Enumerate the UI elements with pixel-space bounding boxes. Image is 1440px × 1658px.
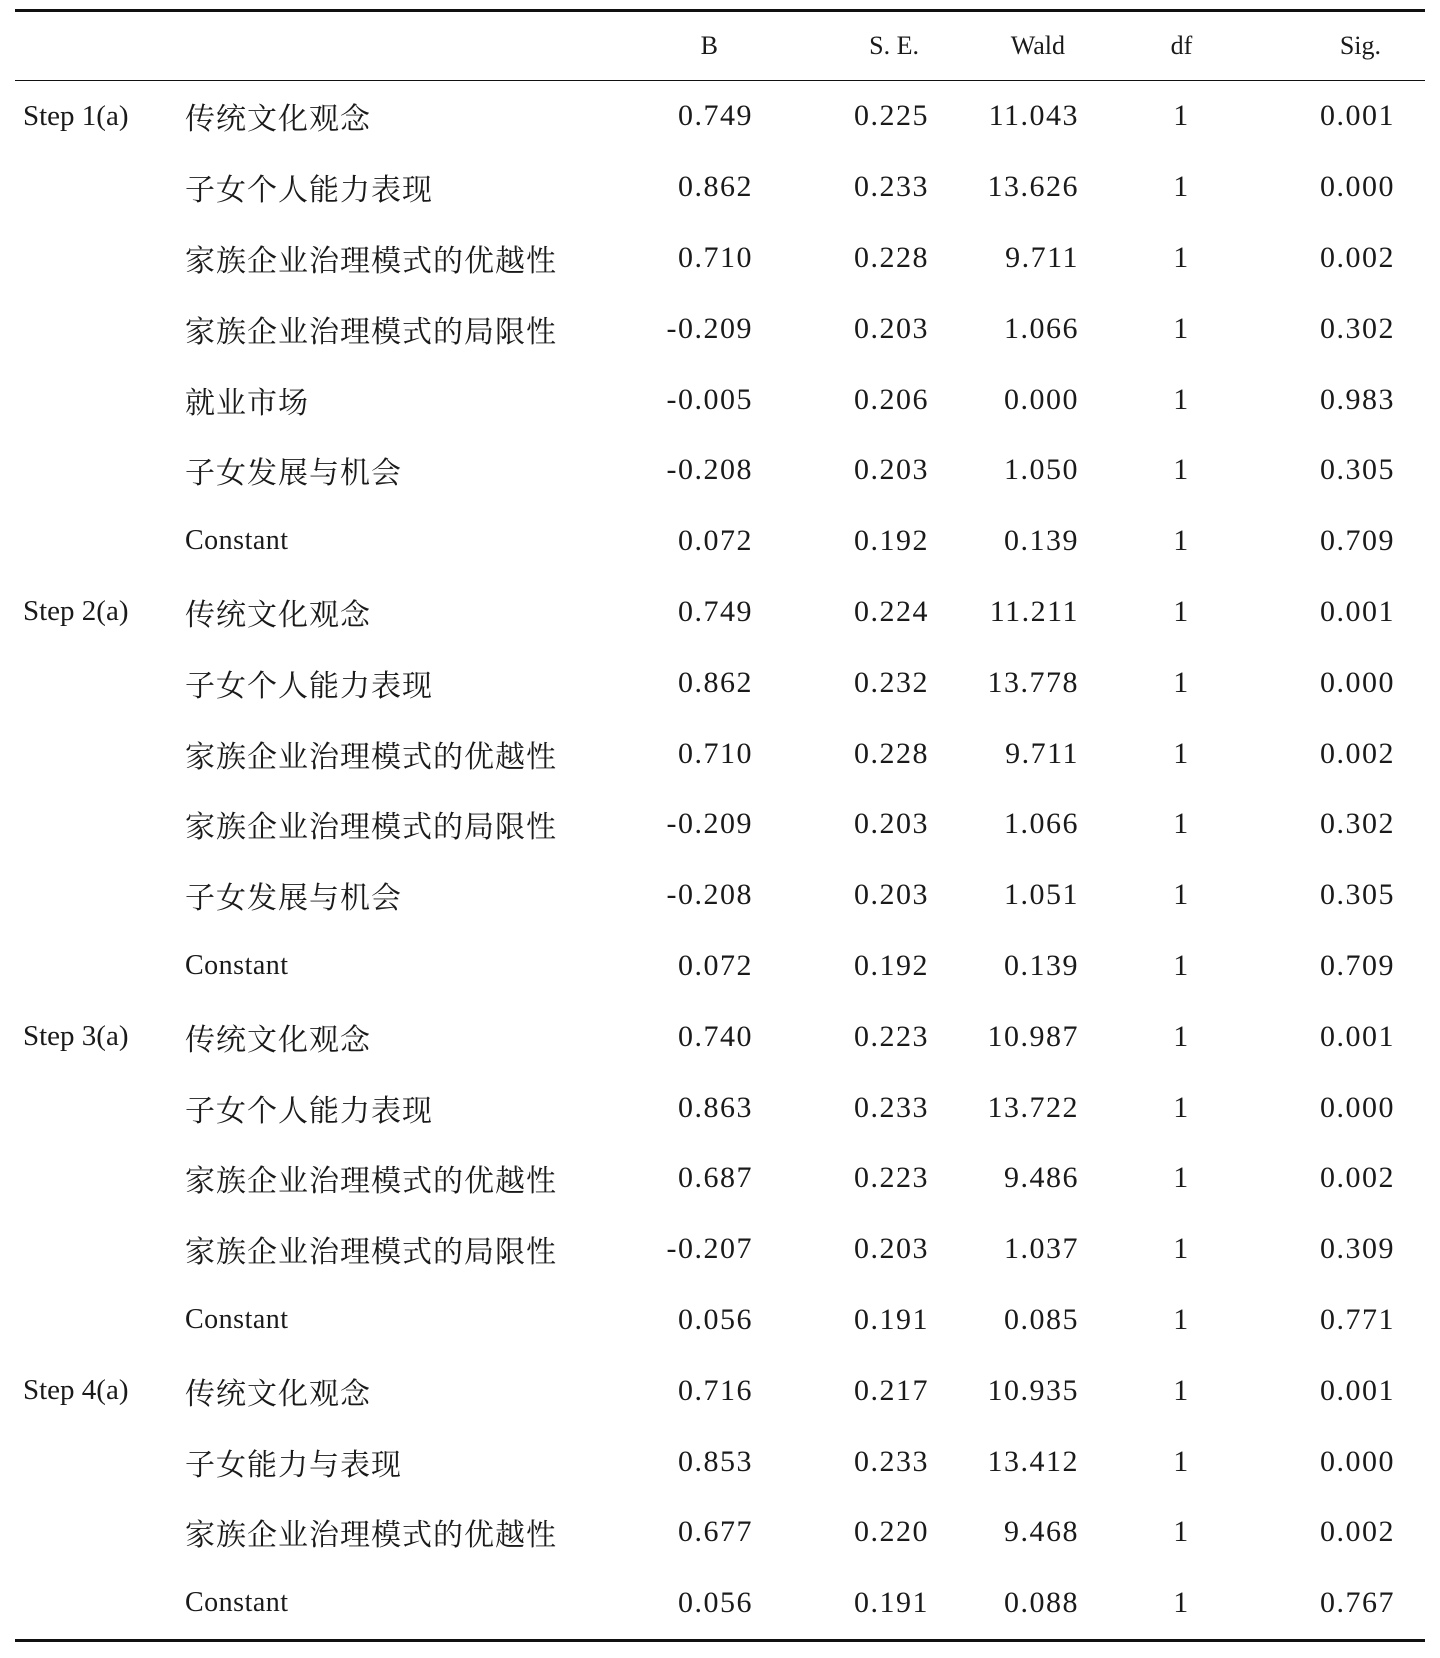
wald-value: 11.043 <box>988 99 1079 133</box>
sig-value: 0.001 <box>1320 1019 1395 1053</box>
wald-value: 1.037 <box>1004 1232 1079 1266</box>
wald-value: 9.711 <box>1005 736 1079 770</box>
sig-value: 0.767 <box>1320 1586 1395 1620</box>
b-value: 0.862 <box>678 665 753 699</box>
table-row <box>15 789 1425 860</box>
table-row <box>15 223 1425 294</box>
sig-value: 0.002 <box>1320 1161 1395 1195</box>
step-label: Step 1(a) <box>23 99 129 132</box>
header-row <box>15 11 1425 81</box>
step-label <box>15 364 183 435</box>
table-row <box>15 860 1425 931</box>
se-value: 0.206 <box>854 382 929 416</box>
df-value: 1 <box>1173 1302 1190 1336</box>
df-value: 1 <box>1173 311 1190 345</box>
wald-value: 1.050 <box>1004 453 1079 487</box>
b-value: 0.716 <box>678 1373 753 1407</box>
sig-value: 0.001 <box>1320 594 1395 628</box>
step-label <box>15 152 183 223</box>
df-value: 1 <box>1173 1232 1190 1266</box>
step-label <box>15 293 183 364</box>
wald-value: 13.626 <box>987 170 1079 204</box>
se-value: 0.224 <box>854 594 929 628</box>
variable-name: 家族企业治理模式的优越性 <box>185 739 557 775</box>
step-label <box>15 1285 183 1356</box>
se-value: 0.228 <box>854 240 929 274</box>
sig-value: 0.302 <box>1320 807 1395 841</box>
wald-value: 13.412 <box>987 1444 1079 1478</box>
df-value: 1 <box>1173 240 1190 274</box>
se-value: 0.192 <box>854 948 929 982</box>
sig-value: 0.305 <box>1320 878 1395 912</box>
table-row <box>15 1568 1425 1640</box>
b-value: -0.208 <box>666 453 753 487</box>
df-value: 1 <box>1173 1444 1190 1478</box>
wald-value: 9.486 <box>1004 1161 1079 1195</box>
variable-name: 子女发展与机会 <box>185 881 402 917</box>
se-value: 0.232 <box>854 665 929 699</box>
se-value: 0.191 <box>854 1586 929 1620</box>
b-value: 0.740 <box>678 1019 753 1053</box>
sig-value: 0.709 <box>1320 948 1395 982</box>
step-label <box>15 1072 183 1143</box>
b-value: 0.749 <box>678 99 753 133</box>
variable-name: 家族企业治理模式的优越性 <box>185 1518 557 1554</box>
step-label <box>15 860 183 931</box>
step-label <box>15 506 183 577</box>
df-value: 1 <box>1173 878 1190 912</box>
variable-name: 家族企业治理模式的局限性 <box>185 810 557 846</box>
b-value: -0.209 <box>666 807 753 841</box>
variable-name: 传统文化观念 <box>185 1376 371 1412</box>
table-row <box>15 1072 1425 1143</box>
wald-value: 9.711 <box>1005 240 1079 274</box>
b-value: 0.749 <box>678 594 753 628</box>
sig-value: 0.002 <box>1320 1515 1395 1549</box>
df-value: 1 <box>1173 453 1190 487</box>
wald-value: 0.139 <box>1004 948 1079 982</box>
sig-value: 0.302 <box>1320 311 1395 345</box>
se-value: 0.233 <box>854 1090 929 1124</box>
table-row <box>15 1214 1425 1285</box>
se-value: 0.191 <box>854 1302 929 1336</box>
sig-value: 0.000 <box>1320 665 1395 699</box>
df-value: 1 <box>1173 1373 1190 1407</box>
df-value: 1 <box>1173 594 1190 628</box>
b-value: -0.209 <box>666 311 753 345</box>
sig-value: 0.001 <box>1320 99 1395 133</box>
table-row <box>15 1426 1425 1497</box>
table-row <box>15 1355 1425 1426</box>
variable-name: 子女个人能力表现 <box>185 668 433 704</box>
se-value: 0.203 <box>854 878 929 912</box>
wald-value: 0.139 <box>1004 524 1079 558</box>
step-label <box>15 1497 183 1568</box>
wald-value: 13.722 <box>987 1090 1079 1124</box>
b-value: -0.208 <box>666 878 753 912</box>
step-label <box>15 1426 183 1497</box>
variable-name: 传统文化观念 <box>185 1022 371 1058</box>
df-value: 1 <box>1173 665 1190 699</box>
b-value: 0.056 <box>678 1302 753 1336</box>
table-row <box>15 647 1425 718</box>
b-value: 0.677 <box>678 1515 753 1549</box>
df-value: 1 <box>1173 1019 1190 1053</box>
b-value: 0.687 <box>678 1161 753 1195</box>
step-label <box>15 1568 183 1640</box>
df-value: 1 <box>1173 524 1190 558</box>
b-value: 0.072 <box>678 948 753 982</box>
sig-value: 0.771 <box>1320 1302 1395 1336</box>
se-value: 0.203 <box>854 311 929 345</box>
table-row <box>15 718 1425 789</box>
sig-value: 0.000 <box>1320 1090 1395 1124</box>
table-header <box>15 11 1425 81</box>
step-label <box>15 223 183 294</box>
wald-value: 1.051 <box>1004 878 1079 912</box>
df-value: 1 <box>1173 170 1190 204</box>
se-value: 0.217 <box>854 1373 929 1407</box>
sig-value: 0.709 <box>1320 524 1395 558</box>
df-value: 1 <box>1173 1586 1190 1620</box>
table-row <box>15 435 1425 506</box>
b-value: 0.710 <box>678 240 753 274</box>
df-value: 1 <box>1173 736 1190 770</box>
se-value: 0.203 <box>854 807 929 841</box>
se-value: 0.203 <box>854 453 929 487</box>
step-label <box>15 718 183 789</box>
variable-name: 家族企业治理模式的优越性 <box>185 243 557 279</box>
b-value: 0.056 <box>678 1586 753 1620</box>
df-value: 1 <box>1173 1515 1190 1549</box>
b-value: 0.853 <box>678 1444 753 1478</box>
table-row <box>15 931 1425 1002</box>
table-row <box>15 1001 1425 1072</box>
variable-name: Constant <box>185 1303 289 1335</box>
b-value: -0.207 <box>666 1232 753 1266</box>
table-row <box>15 506 1425 577</box>
step-label: Step 4(a) <box>23 1374 129 1407</box>
header-b: B <box>700 31 718 60</box>
se-value: 0.233 <box>854 170 929 204</box>
variable-name: 子女个人能力表现 <box>185 1093 433 1129</box>
sig-value: 0.305 <box>1320 453 1395 487</box>
df-value: 1 <box>1173 1090 1190 1124</box>
step-label: Step 3(a) <box>23 1020 129 1053</box>
wald-value: 0.000 <box>1004 382 1079 416</box>
sig-value: 0.002 <box>1320 240 1395 274</box>
step-label <box>15 647 183 718</box>
b-value: -0.005 <box>666 382 753 416</box>
df-value: 1 <box>1173 382 1190 416</box>
se-value: 0.225 <box>854 99 929 133</box>
step-label <box>15 1143 183 1214</box>
table-row <box>15 577 1425 648</box>
table-row <box>15 1285 1425 1356</box>
se-value: 0.220 <box>854 1515 929 1549</box>
variable-name: 传统文化观念 <box>185 102 371 138</box>
wald-value: 0.088 <box>1004 1586 1079 1620</box>
variable-name: Constant <box>185 1587 289 1619</box>
wald-value: 10.935 <box>987 1373 1079 1407</box>
header-sig: Sig. <box>1339 31 1381 60</box>
table-body <box>15 81 1425 1641</box>
variable-name: 子女个人能力表现 <box>185 173 433 209</box>
logistic-regression-table <box>15 9 1425 1642</box>
sig-value: 0.000 <box>1320 1444 1395 1478</box>
variable-name: 传统文化观念 <box>185 597 371 633</box>
step-label: Step 2(a) <box>23 595 129 628</box>
b-value: 0.863 <box>678 1090 753 1124</box>
header-variable <box>183 11 603 81</box>
b-value: 0.862 <box>678 170 753 204</box>
header-se: S. E. <box>869 31 919 60</box>
table-row <box>15 81 1425 152</box>
header-wald: Wald <box>1010 31 1065 60</box>
table-row <box>15 364 1425 435</box>
se-value: 0.223 <box>854 1161 929 1195</box>
se-value: 0.233 <box>854 1444 929 1478</box>
variable-name: 子女发展与机会 <box>185 456 402 492</box>
wald-value: 9.468 <box>1004 1515 1079 1549</box>
sig-value: 0.000 <box>1320 170 1395 204</box>
wald-value: 11.211 <box>989 594 1079 628</box>
wald-value: 1.066 <box>1004 311 1079 345</box>
sig-value: 0.001 <box>1320 1373 1395 1407</box>
variable-name: 家族企业治理模式的优越性 <box>185 1164 557 1200</box>
step-label <box>15 1214 183 1285</box>
variable-name: 家族企业治理模式的局限性 <box>185 314 557 350</box>
variable-name: 家族企业治理模式的局限性 <box>185 1235 557 1271</box>
sig-value: 0.983 <box>1320 382 1395 416</box>
table-row <box>15 1497 1425 1568</box>
se-value: 0.223 <box>854 1019 929 1053</box>
sig-value: 0.002 <box>1320 736 1395 770</box>
table-row <box>15 1143 1425 1214</box>
df-value: 1 <box>1173 807 1190 841</box>
variable-name: Constant <box>185 949 289 981</box>
b-value: 0.072 <box>678 524 753 558</box>
se-value: 0.203 <box>854 1232 929 1266</box>
df-value: 1 <box>1173 99 1190 133</box>
header-step <box>15 11 183 81</box>
variable-name: 子女能力与表现 <box>185 1447 402 1483</box>
wald-value: 13.778 <box>987 665 1079 699</box>
se-value: 0.192 <box>854 524 929 558</box>
wald-value: 0.085 <box>1004 1302 1079 1336</box>
sig-value: 0.309 <box>1320 1232 1395 1266</box>
step-label <box>15 789 183 860</box>
table-row <box>15 293 1425 364</box>
step-label <box>15 435 183 506</box>
df-value: 1 <box>1173 1161 1190 1195</box>
df-value: 1 <box>1173 948 1190 982</box>
wald-value: 10.987 <box>987 1019 1079 1053</box>
variable-name: Constant <box>185 525 289 557</box>
step-label <box>15 931 183 1002</box>
variable-name: 就业市场 <box>185 385 309 421</box>
b-value: 0.710 <box>678 736 753 770</box>
wald-value: 1.066 <box>1004 807 1079 841</box>
table-row <box>15 152 1425 223</box>
se-value: 0.228 <box>854 736 929 770</box>
header-df: df <box>1170 31 1193 60</box>
